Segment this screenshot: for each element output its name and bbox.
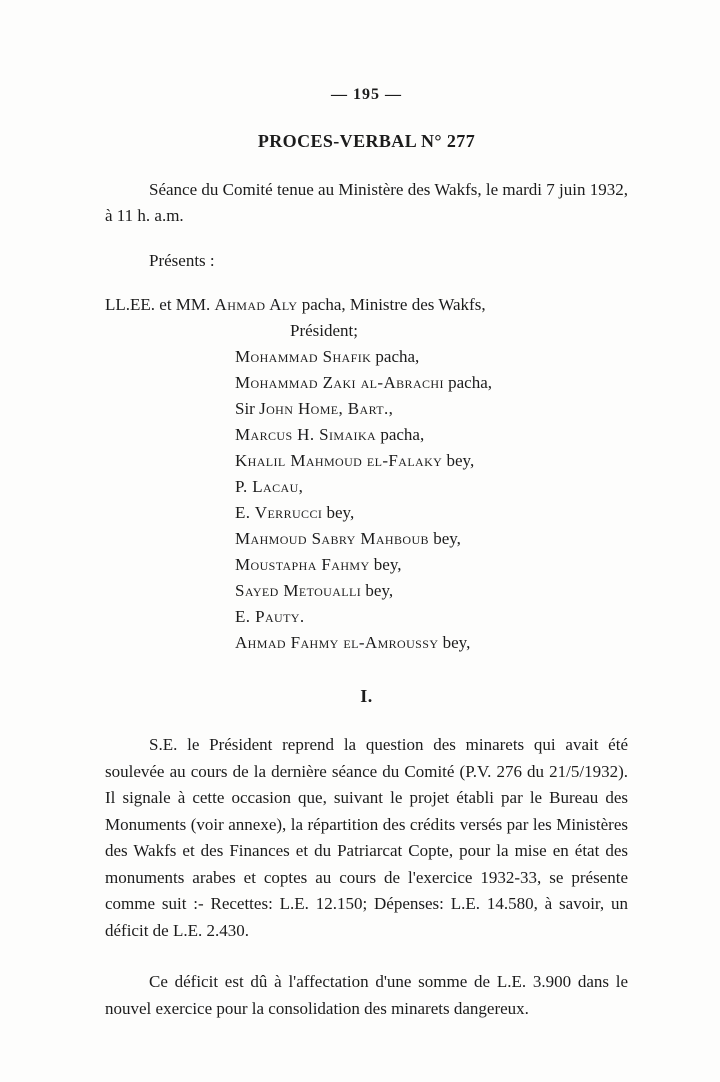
attendee-suffix: pacha, bbox=[371, 347, 420, 366]
attendee-line bbox=[235, 448, 628, 474]
attendee-suffix: . bbox=[299, 607, 305, 626]
attendee-line bbox=[235, 422, 628, 448]
attendee-name: Mohammad Zaki al-Abrachi bbox=[235, 373, 444, 392]
attendee-suffix: bey, bbox=[361, 581, 394, 600]
attendee-name: Mohammad Shafik bbox=[235, 347, 372, 366]
attendee-suffix: pacha, Ministre des Wakfs, bbox=[297, 295, 486, 314]
president-line: Président; bbox=[290, 321, 358, 340]
attendee-name: John Home, Bart. bbox=[259, 399, 389, 418]
attendee-name: P. Lacau bbox=[235, 477, 299, 496]
attendee-suffix: pacha, bbox=[376, 425, 425, 444]
attendee-suffix: bey, bbox=[428, 529, 461, 548]
attendee-suffix: bey, bbox=[369, 555, 402, 574]
body-paragraph-2: Ce déficit est dû à l'affectation d'une somme de L.E. 3.900 dans le nouvel exercice pour la consolidation des minarets dangereux. bbox=[105, 972, 628, 1018]
attendee-line bbox=[235, 474, 628, 500]
attendee-name: Ahmad Fahmy el-Amroussy bbox=[235, 633, 439, 652]
attendee-line bbox=[235, 370, 628, 396]
attendee-line bbox=[235, 500, 628, 526]
attendee-line bbox=[235, 552, 628, 578]
attendee-name: Moustapha Fahmy bbox=[235, 555, 370, 574]
attendee-name: Mahmoud Sabry Mahboub bbox=[235, 529, 429, 548]
attendee-suffix: bey, bbox=[322, 503, 355, 522]
section-heading: I. bbox=[360, 686, 373, 706]
attendee-name: E. Verrucci bbox=[235, 503, 323, 522]
attendee-suffix: , bbox=[298, 477, 303, 496]
opening-paragraph: Séance du Comité tenue au Ministère des Wakfs, le mardi 7 juin 1932, à 11 h. a.m. bbox=[105, 180, 628, 225]
attendee-suffix: bey, bbox=[442, 451, 475, 470]
attendee-name: Marcus H. Simaika bbox=[235, 425, 377, 444]
attendee-line bbox=[105, 292, 628, 318]
presents-label: Présents : bbox=[149, 251, 215, 270]
attendee-suffix: bey, bbox=[438, 633, 471, 652]
attendee-suffix: , bbox=[388, 399, 393, 418]
attendee-line bbox=[235, 526, 628, 552]
attendee-line bbox=[235, 630, 628, 656]
page-number: — 195 — bbox=[331, 86, 402, 103]
attendee-name: E. Pauty bbox=[235, 607, 300, 626]
attendee-lead: Sir bbox=[235, 399, 260, 418]
attendees-list bbox=[105, 292, 628, 656]
body-paragraph-1: S.E. le Président reprend la question des minarets qui avait été soulevée au cours de la dernière séance du Comité (P.V. 276 du 21/5/1932). Il signale à cette occasion que, suivant le projet établi par le Bureau des Monuments (voir annexe), la répartition des crédits versés par les Ministères des Wakfs et des Finances et du Patriarcat Copte, pour la mise en état des monuments arabes et coptes au cours de l'exercice 1932-33, se présente comme suit :- Recettes: L.E. 12.150; Dépenses: L.E. 14.580, à savoir, un déficit de L.E. 2.430. bbox=[105, 735, 628, 940]
attendee-line bbox=[235, 604, 628, 630]
attendee-name: Ahmad Aly bbox=[214, 295, 298, 314]
document-title: PROCES-VERBAL N° 277 bbox=[257, 131, 476, 151]
attendee-name: Khalil Mahmoud el-Falaky bbox=[235, 451, 443, 470]
attendee-suffix: pacha, bbox=[443, 373, 493, 392]
attendee-line bbox=[235, 396, 628, 422]
attendee-name: Sayed Metoualli bbox=[235, 581, 362, 600]
attendee-line bbox=[235, 578, 628, 604]
attendee-line bbox=[235, 344, 628, 370]
attendee-prefix: LL.EE. et MM. bbox=[105, 295, 211, 314]
